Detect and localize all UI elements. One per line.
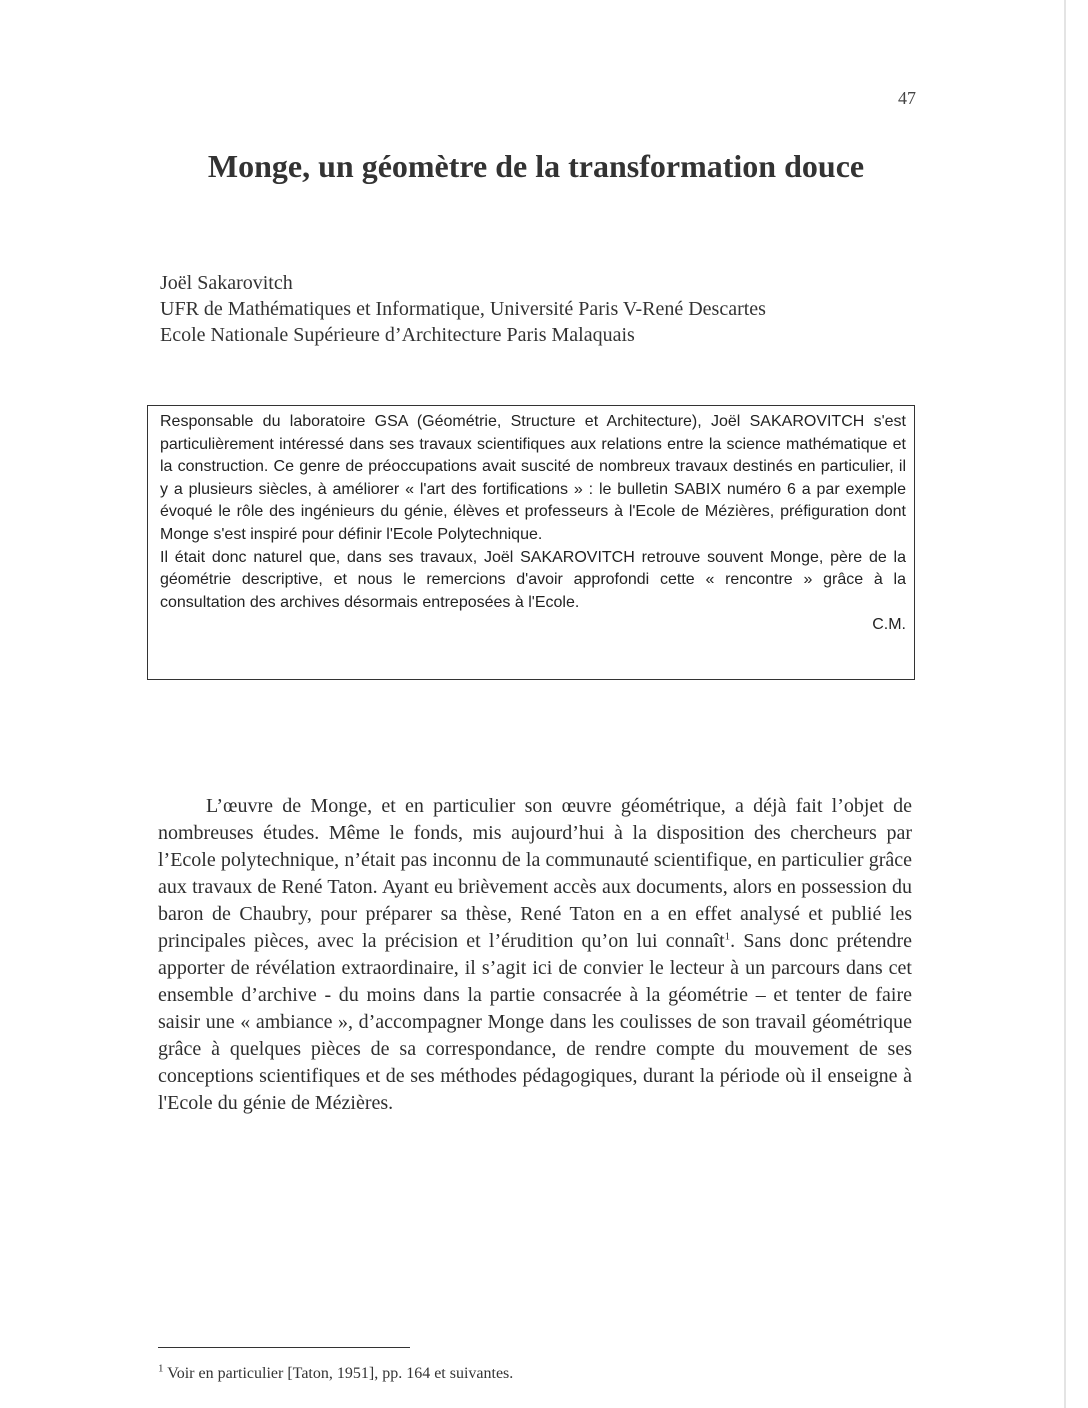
- author-name: Joël Sakarovitch: [160, 272, 293, 294]
- page-edge: [1064, 0, 1066, 1408]
- author-presentation-box: [147, 405, 915, 680]
- article-title: Monge, un géomètre de la transformation douce: [207, 148, 865, 184]
- author-affiliation-2: Ecole Nationale Supérieure d’Architecture Paris Malaquais: [160, 324, 635, 346]
- presentation-paragraph-2: Il était donc naturel que, dans ses travaux, Joël SAKAROVITCH retrouve souvent Monge, père de la géométrie descriptive, et nous le remercions d'avoir approfondi cette « rencontre » grâce à la consultation des archives désormais entreposées à l'Ecole.: [160, 548, 906, 611]
- body-text: [158, 793, 912, 1117]
- page-number: 47: [898, 88, 916, 108]
- author-block: [160, 270, 766, 348]
- footnote: [158, 1362, 514, 1383]
- footnote-reference[interactable]: 1: [724, 930, 731, 943]
- footnote-marker: 1: [158, 1362, 164, 1375]
- author-affiliation-1: UFR de Mathématiques et Informatique, Université Paris V-René Descartes: [160, 298, 766, 320]
- body-text-part-2: . Sans donc prétendre apporter de révélation extraordinaire, il s’agit ici de convier le lecteur à un parcours dans cet ensemble d’archive - du moins dans la partie consacrée à la géométrie – et tenter de faire saisir une « ambiance », d’accompagner Monge dans les coulisses de son travail géométrique grâce à quelques pièces de sa correspondance, de rendre compte du mouvement de ses conceptions scientifiques et de ses méthodes pédagogiques, durant la période où il enseigne à l'Ecole du génie de Mézières.: [158, 930, 912, 1114]
- footnote-text: Voir en particulier [Taton, 1951], pp. 164 et suivantes.: [167, 1365, 514, 1382]
- presentation-signature: C.M.: [872, 616, 906, 634]
- body-paragraph: [158, 793, 912, 1117]
- footnote-separator: [158, 1347, 410, 1348]
- body-text-part-1: L’œuvre de Monge, et en particulier son œuvre géométrique, a déjà fait l’objet de nombreuses études. Même le fonds, mis aujourd’hui à la disposition des chercheurs par l’Ecole polytechnique, n’était pas inconnu de la communauté scientifique, en particulier grâce aux travaux de René Taton. Ayant eu brièvement accès aux documents, alors en possession du baron de Chaubry, pour préparer sa thèse, René Taton en a en effet analysé et publié les principales pièces, avec la précision et l’érudition qu’on lui connaît: [158, 795, 912, 952]
- presentation-paragraph-1: Responsable du laboratoire GSA (Géométrie, Structure et Architecture), Joël SAKAROVITCH s'est particulièrement intéressé dans ses travaux scientifiques aux relations entre la science mathématique et la construction. Ce genre de préoccupations avait suscité de nombreux travaux destinés en particulier, il y a plusieurs siècles, à améliorer « l'art des fortifications » : le bulletin SABIX numéro 6 a par exemple évoqué le rôle des ingénieurs du génie, élèves et professeurs à l'Ecole de Mézières, préfiguration dont Monge s'est inspiré pour définir l'Ecole Polytechnique.: [160, 413, 906, 543]
